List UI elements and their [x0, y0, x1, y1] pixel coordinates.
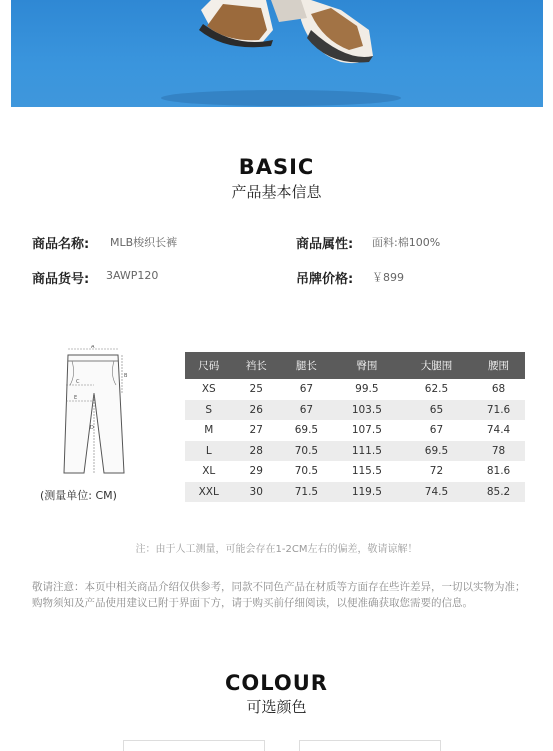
table-cell: 99.5 [355, 383, 379, 396]
table-cell: 69.5 [401, 441, 472, 462]
diagram-letter-b: B [124, 373, 128, 379]
measurement-note: 注：由于人工测量，可能会存在1-2CM左右的偏差，敬请谅解！ [135, 544, 418, 555]
table-cell: 71.5 [280, 482, 333, 503]
product-attr-value: 面料:棉100% [372, 236, 441, 249]
table-cell: 25 [249, 383, 263, 396]
col-crotch: 裆长 [232, 352, 279, 379]
table-cell: 103.5 [333, 400, 401, 421]
basic-title: BASIC [238, 155, 315, 179]
table-cell: 85.2 [472, 482, 525, 503]
table-row [185, 441, 525, 462]
table-cell: 70.5 [294, 465, 319, 478]
table-cell: M [204, 424, 214, 437]
table-cell: 81.6 [486, 465, 511, 478]
table-row [185, 400, 525, 421]
table-row [185, 420, 525, 441]
table-cell: 67 [280, 400, 333, 421]
table-cell: 27 [249, 424, 263, 437]
table-cell: 111.5 [333, 441, 401, 462]
colour-subtitle: 可选颜色 [246, 698, 307, 716]
col-leg: 腿长 [280, 352, 333, 379]
size-table-header [185, 352, 525, 379]
table-cell: 69.5 [294, 424, 319, 437]
diagram-letter-d: D [90, 425, 94, 431]
pants-measurement-diagram [52, 345, 142, 480]
diagram-letter-c: C [76, 379, 80, 385]
table-cell: 70.5 [280, 441, 333, 462]
table-cell: 71.6 [472, 400, 525, 421]
table-cell: 29 [249, 465, 263, 478]
product-sku-value: 3AWP120 [106, 269, 159, 282]
table-cell: L [185, 441, 232, 462]
product-attr-label: 商品属性: [296, 237, 354, 252]
product-price-value: ￥899 [372, 271, 404, 284]
col-thigh: 大腿围 [401, 352, 472, 379]
table-cell: 67 [429, 424, 444, 437]
measurement-unit-caption: (测量单位: CM) [40, 489, 117, 502]
col-waist: 腰围 [472, 352, 525, 379]
table-cell: 68 [491, 383, 506, 396]
col-hip: 臀围 [333, 352, 401, 379]
product-name-value: MLB梭织长裤 [110, 236, 178, 249]
table-cell: S [185, 400, 232, 421]
product-sku-label: 商品货号: [32, 272, 90, 287]
sneakers-photo [11, 0, 543, 107]
diagram-letter-a: A [91, 345, 95, 350]
table-row [185, 482, 525, 503]
table-cell: 28 [232, 441, 279, 462]
table-cell: 67 [299, 383, 314, 396]
colour-swatch-2[interactable] [299, 740, 441, 751]
col-size: 尺码 [185, 352, 232, 379]
table-cell: 74.5 [401, 482, 472, 503]
basic-subtitle: 产品基本信息 [231, 183, 322, 201]
table-cell: XL [202, 465, 216, 478]
table-row [185, 379, 525, 400]
diagram-letter-e: E [74, 395, 78, 401]
table-cell: 72 [429, 465, 444, 478]
table-cell: 107.5 [351, 424, 382, 437]
table-cell: 65 [401, 400, 472, 421]
product-name-label: 商品名称: [32, 237, 90, 252]
product-price-label: 吊牌价格: [296, 272, 354, 287]
colour-swatch-1[interactable] [123, 740, 265, 751]
table-cell: 115.5 [351, 465, 382, 478]
hero-banner-image [11, 0, 543, 107]
purchase-notice: 敬请注意：本页中相关商品介绍仅供参考，同款不同色产品在材质等方面存在些许差异，一切以实物为准；购物须知及产品使用建议已附于界面下方，请于购买前仔细阅读，以便准确获取您需要的信息。 [32, 581, 526, 609]
table-cell: XS [201, 383, 216, 396]
table-row [185, 461, 525, 482]
table-cell: 74.4 [486, 424, 511, 437]
table-cell: XXL [185, 482, 232, 503]
table-cell: 78 [472, 441, 525, 462]
table-cell: 119.5 [333, 482, 401, 503]
table-cell: 62.5 [424, 383, 449, 396]
size-table [185, 352, 525, 502]
table-cell: 26 [232, 400, 279, 421]
table-cell: 30 [232, 482, 279, 503]
colour-title: COLOUR [225, 671, 328, 695]
